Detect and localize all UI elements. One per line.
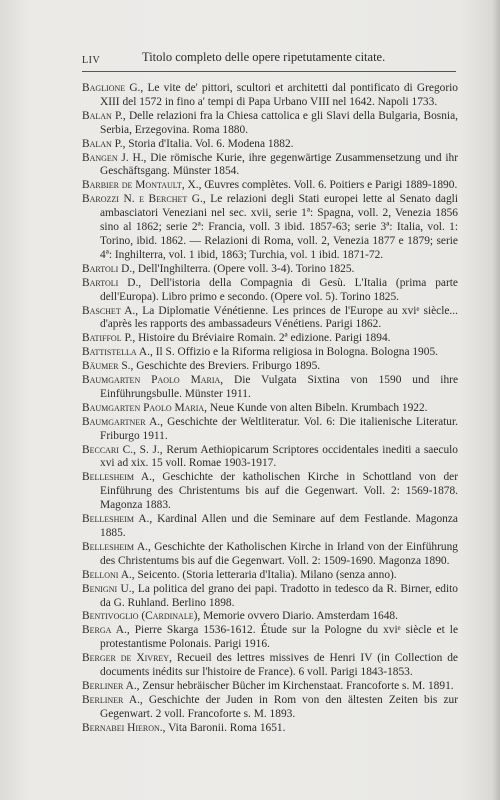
entry-author: Berliner A.,	[82, 679, 140, 692]
entry-author: Bernabei Hieron.,	[82, 721, 166, 734]
entry-author: Baglione G.,	[82, 82, 144, 94]
entry-text: Memorie ovvero Diario. Amsterdam 1648.	[200, 610, 398, 623]
entry-text: Geschichte der katholischen Kirche in Schottland von der Einführung des Christentums bis auf die Gegenwart. Voll. 2: 1569-1878. Magonza 1883.	[100, 471, 458, 512]
bibliography-entry	[82, 583, 458, 611]
running-title: Titolo completo delle opere ripetutamente citate.	[142, 50, 386, 64]
bibliography-entry	[82, 152, 458, 180]
entry-author: Bäumer S.,	[82, 360, 134, 373]
entry-author: Berger de Xivrey,	[82, 652, 172, 665]
entry-author: Bellesheim A.,	[82, 471, 155, 484]
bibliography-entry	[82, 416, 458, 444]
entry-text: Vita Baronii. Roma 1651.	[165, 721, 286, 734]
bibliography-entry	[82, 402, 458, 416]
entry-author: Bangen J. H.,	[82, 151, 147, 164]
entry-text: Seicento. (Storia letteraria d'Italia). Milano (senza anno).	[134, 568, 397, 581]
entry-text: Il S. Offizio e la Riforma religiosa in Bologna. Bologna 1905.	[152, 346, 438, 359]
entry-author: Battistella A.,	[82, 346, 153, 359]
bibliography-entry	[82, 513, 458, 541]
bibliography-list	[82, 82, 458, 736]
entry-author: Berliner A.,	[82, 693, 143, 706]
bibliography-entry	[82, 610, 458, 624]
page-header	[82, 50, 454, 70]
entry-author: Baumgarten Paolo Maria,	[82, 401, 208, 414]
entry-text: La politica del grano dei papi. Tradotto in tedesco da R. Birner, edito da G. Ruhland. Berlino 1898.	[100, 582, 459, 609]
bibliography-entry	[82, 263, 458, 277]
entry-author: Bartoli D.,	[82, 262, 136, 275]
entry-text: Zensur hebräischer Bücher im Kirchenstaat. Francoforte s. M. 1891.	[139, 679, 454, 692]
entry-author: Beccari C., S. J.,	[82, 443, 163, 456]
entry-author: Berga A.,	[82, 624, 130, 637]
entry-author: Benigni U.,	[82, 582, 135, 595]
entry-text: Storia d'Italia. Vol. 6. Modena 1882.	[125, 137, 294, 150]
entry-text: La Diplomatie Vénétienne. Les princes de l'Europe au xviᵉ siècle... d'après les rapports des ambassadeurs Vénétiens. Parigi 1862.	[100, 304, 458, 331]
bibliography-entry	[82, 277, 458, 305]
entry-author: Bentivoglio (Cardinale),	[82, 610, 201, 623]
entry-text: Œuvres complètes. Voll. 6. Poitiers e Parigi 1889-1890.	[201, 179, 458, 192]
page-edge-shadow	[492, 0, 500, 800]
entry-text: Kardinal Allen und die Seminare auf dem Festlande. Magonza 1885.	[100, 513, 458, 539]
entry-author: Barozzi N. e Berchet G.,	[82, 193, 206, 206]
entry-text: Delle relazioni fra la Chiesa cattolica e gli Slavi della Bulgaria, Bosnia, Serbia, Erzegovina. Roma 1880.	[100, 109, 458, 136]
entry-author: Baumgartner A.,	[82, 415, 163, 428]
bibliography-entry	[82, 360, 458, 374]
bibliography-entry	[82, 624, 458, 652]
entry-author: Balan P.,	[82, 109, 126, 122]
entry-text: Geschichte der Weltliteratur. Vol. 6: Die italienische Literatur. Friburgo 1911.	[100, 415, 459, 442]
bibliography-entry	[82, 444, 458, 472]
bibliography-entry	[82, 138, 458, 152]
entry-text: Le vite de' pittori, scultori et architetti dal pontificato di Gregorio XIII del 1572 in fino a' tempi di Papa Urbano VIII nel 1642. Napoli 1733.	[100, 82, 458, 108]
entry-author: Bellesheim A.,	[82, 513, 153, 526]
entry-text: Dell'Inghilterra. (Opere voll. 3-4). Torino 1825.	[135, 262, 355, 275]
bibliography-entry	[82, 652, 458, 680]
bibliography-entry	[82, 332, 458, 346]
entry-text: Le relazioni degli Stati europei lette al Senato dagli ambasciatori Veneziani nel sec. xvii, serie 1ª: Spagna, voll. 2, Venezia 1856 sino al 1862; serie 2ª: Francia, voll. 3 ibid. 1857-63; serie 3ª: Italia, vol. 1: Torino, ibid. 1862. — Relazioni di Roma, voll. 2, Venezia 1877 e 1879; serie 4ª: Inghilterra, vol. 1 ibid, 1863; Turchia, vol. 1 ibid. 1871-72.	[100, 193, 458, 261]
header-rule	[82, 71, 456, 72]
bibliography-entry	[82, 179, 458, 193]
entry-author: Balan P.,	[82, 137, 126, 150]
entry-text: Die Vulgata Sixtina von 1590 und ihre Einführungsbulle. Münster 1911.	[100, 374, 458, 400]
entry-author: Bartoli D.,	[82, 276, 142, 289]
bibliography-entry	[82, 346, 458, 360]
entry-text: Histoire du Bréviaire Romain. 2ª edizione. Parigi 1894.	[135, 332, 391, 345]
entry-text: Recueil des lettres missives de Henri IV (in Collection de documents inédits sur l'histoire de France). 6 voll. Parigi 1843-1853.	[100, 652, 458, 679]
bibliography-entry	[82, 471, 458, 513]
entry-text: Geschichte der Juden in Rom von den ältesten Zeiten bis zur Gegenwart. 2 voll. Francoforte s. M. 1893.	[100, 693, 458, 720]
entry-author: Bellesheim A.,	[82, 540, 151, 553]
bibliography-entry	[82, 305, 458, 333]
bibliography-entry	[82, 374, 458, 402]
entry-author: Batiffol P.,	[82, 332, 136, 345]
entry-text: Pierre Skarga 1536-1612. Étude sur la Pologne du xviᵉ siècle et le protestantisme Polonais. Parigi 1916.	[100, 624, 459, 651]
entry-text: Neue Kunde von alten Bibeln. Krumbach 1922.	[207, 401, 428, 414]
entry-author: Belloni A.,	[82, 568, 135, 581]
entry-text: Dell'istoria della Compagnia di Gesù. L'Italia (prima parte dell'Europa). Libro primo e secondo. (Opere vol. 5). Torino 1825.	[100, 276, 458, 303]
entry-author: Baschet A.,	[82, 304, 139, 317]
entry-author: Baumgarten Paolo Maria,	[82, 374, 224, 387]
bibliography-entry	[82, 193, 458, 263]
page-number: LIV	[82, 55, 101, 66]
entry-text: Geschichte des Breviers. Friburgo 1895.	[133, 360, 321, 373]
bibliography-entry	[82, 569, 458, 583]
bibliography-entry	[82, 110, 458, 138]
entry-text: Die römische Kurie, ihre gegenwärtige Zusammensetzung und ihr Geschäftsgang. Münster 1854.	[100, 151, 458, 178]
bibliography-entry	[82, 680, 458, 694]
entry-text: Rerum Aethiopicarum Scriptores occidentales inediti a saeculo xvi ad xix. 15 voll. Romae 1903-1917.	[100, 443, 459, 470]
bibliography-entry	[82, 82, 458, 110]
bibliography-entry	[82, 722, 458, 736]
entry-text: Geschichte der Katholischen Kirche in Irland von der Einführung des Christentums bis auf die Gegenwart. Voll. 2: 1509-1690. Magonza 1890.	[100, 540, 458, 567]
bibliography-entry	[82, 541, 458, 569]
bibliography-entry	[82, 694, 458, 722]
entry-author: Barbier de Montault, X.,	[82, 179, 202, 192]
